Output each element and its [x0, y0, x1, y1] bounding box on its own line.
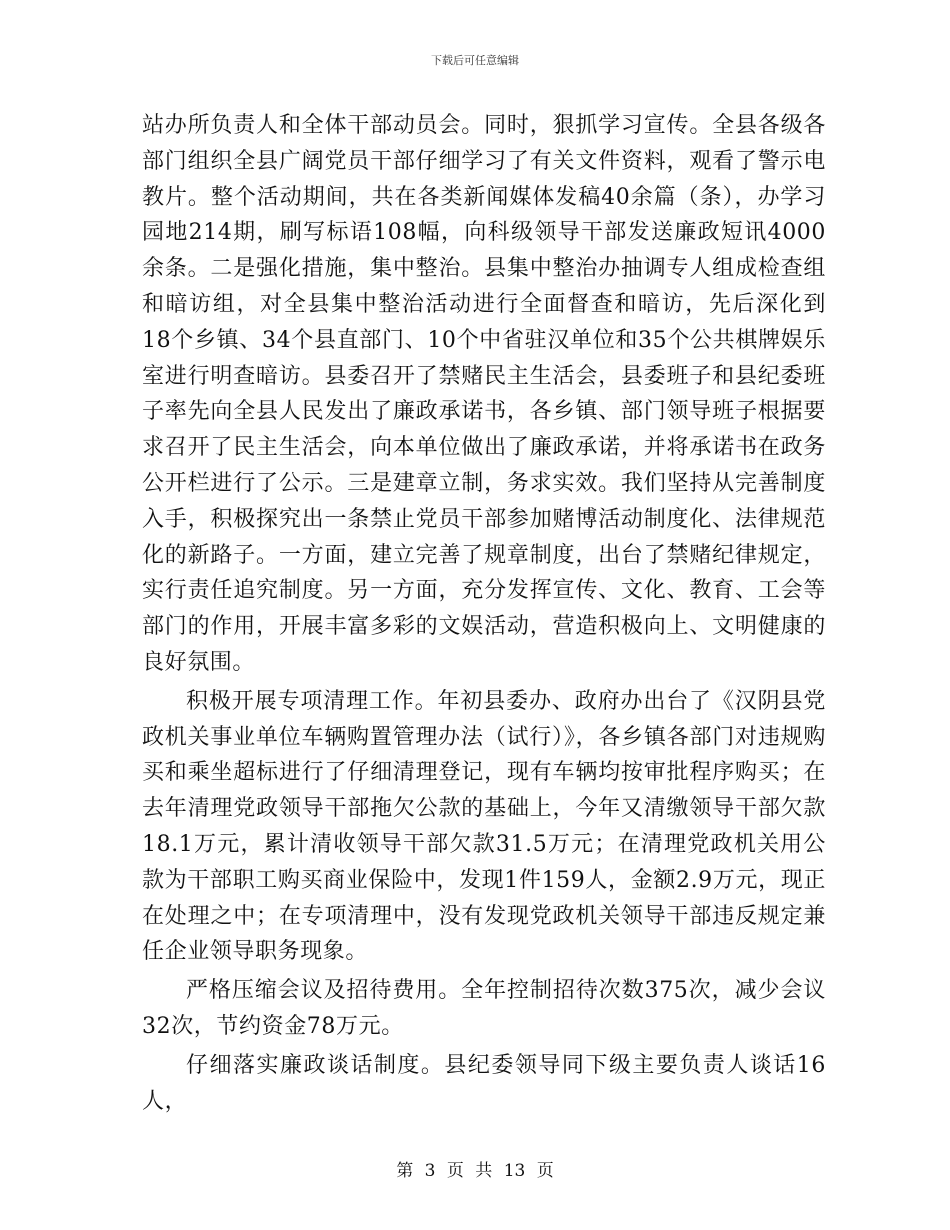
document-body [142, 108, 826, 1122]
page-footer: 第 3 页 共 13 页 [396, 1161, 554, 1181]
paragraph-1: 站办所负责人和全体干部动员会。同时，狠抓学习宣传。全县各级各部门组织全县广阔党员干部仔细学习了有关文件资料，观看了警示电教片。整个活动期间，共在各类新闻媒体发稿40余篇（条），办学习园地214期，刷写标语108幅，向科级领导干部发送廉政短讯4000余条。二是强化措施，集中整治。县集中整治办抽调专人组成检查组和暗访组，对全县集中整治活动进行全面督查和暗访，先后深化到18个乡镇、34个县直部门、10个中省驻汉单位和35个公共棋牌娱乐室进行明查暗访。县委召开了禁赌民主生活会，县委班子和县纪委班子率先向全县人民发出了廉政承诺书，各乡镇、部门领导班子根据要求召开了民主生活会，向本单位做出了廉政承诺，并将承诺书在政务公开栏进行了公示。三是建章立制，务求实效。我们坚持从完善制度入手，积极探究出一条禁止党员干部参加赌博活动制度化、法律规范化的新路子。一方面，建立完善了规章制度，出台了禁赌纪律规定，实行责任追究制度。另一方面，充分发挥宣传、文化、教育、工会等部门的作用，开展丰富多彩的文娱活动，营造积极向上、文明健康的良好氛围。 [142, 113, 826, 675]
paragraph-2: 积极开展专项清理工作。年初县委办、政府办出台了《汉阴县党政机关事业单位车辆购置管理办法（试行）》，各乡镇各部门对违规购买和乘坐超标进行了仔细清理登记，现有车辆均按审批程序购买；在去年清理党政领导干部拖欠公款的基础上，今年又清缴领导干部欠款18.1万元，累计清收领导干部欠款31.5万元；在清理党政机关用公款为干部职工购买商业保险中，发现1件159人，金额2.9万元，现正在处理之中；在专项清理中，没有发现党政机关领导干部违反规定兼任企业领导职务现象。 [142, 688, 826, 965]
paragraph-4: 仔细落实廉政谈话制度。县纪委领导同下级主要负责人谈话16人， [142, 1052, 826, 1114]
page-header: 下载后可任意编辑 [431, 54, 519, 67]
paragraph-3: 严格压缩会议及招待费用。全年控制招待次数375次，减少会议32次，节约资金78万元。 [142, 978, 826, 1039]
